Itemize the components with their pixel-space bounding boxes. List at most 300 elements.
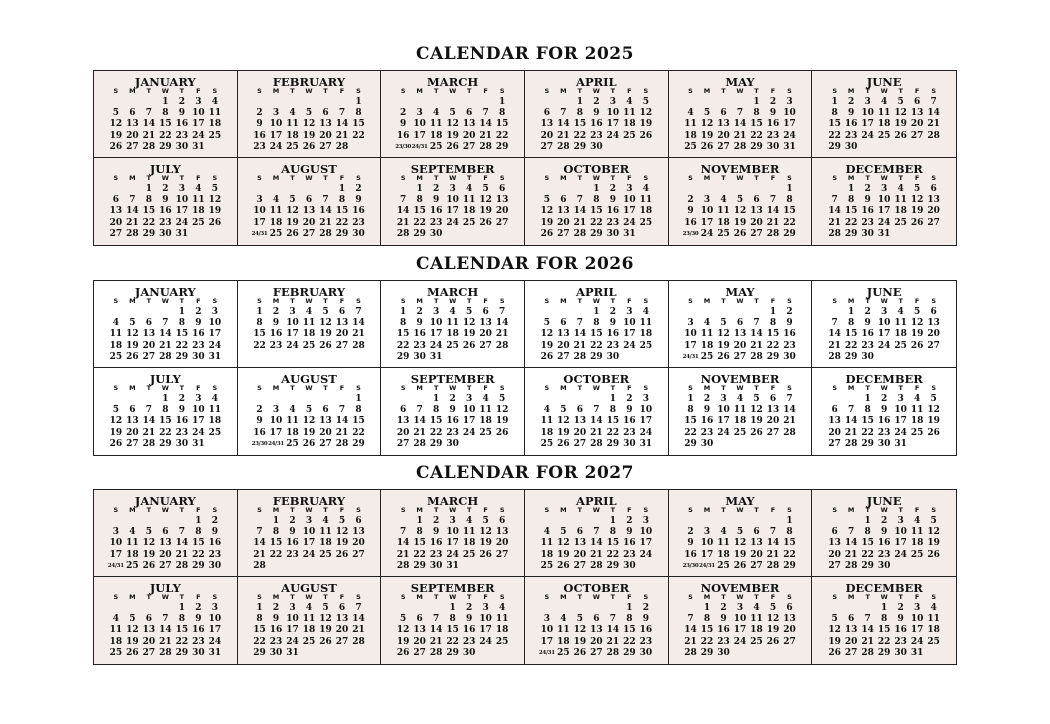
- date-cell: 24: [639, 427, 653, 438]
- date-cell: [174, 516, 191, 527]
- date-cell: [301, 394, 318, 405]
- date-cell: 16: [717, 625, 730, 636]
- date-cell: 29: [750, 141, 763, 152]
- weekday-label: M: [560, 506, 567, 514]
- date-cell: 30: [429, 228, 443, 239]
- weekday-label: T: [323, 297, 328, 305]
- date-cell: [284, 184, 301, 195]
- month-name: APRIL: [576, 494, 617, 508]
- date-cell: 11: [639, 318, 653, 329]
- date-cell: 9: [593, 108, 600, 119]
- date-cell: [876, 352, 893, 363]
- date-cell: 19: [717, 340, 730, 351]
- date-cell: 28: [413, 438, 426, 449]
- date-cell: 21: [927, 119, 940, 130]
- date-cell: 14: [159, 625, 172, 636]
- date-cell: 2: [769, 97, 777, 107]
- date-cell: 6: [499, 516, 506, 526]
- date-cell: 13: [302, 206, 316, 217]
- date-cell: 31: [877, 228, 891, 239]
- date-cell: 12: [540, 206, 554, 217]
- month-september: [381, 368, 525, 455]
- date-cell: 14: [684, 625, 697, 636]
- date-cell: 9: [178, 405, 185, 416]
- date-cell: 10: [684, 329, 697, 340]
- date-cell: [494, 229, 511, 240]
- weekday-header: [381, 88, 524, 95]
- weekday-label: T: [433, 297, 439, 305]
- date-cell: 28: [573, 228, 587, 239]
- date-cell: 1: [786, 516, 793, 526]
- date-cell: 9: [848, 108, 855, 119]
- date-cell: 10: [462, 405, 476, 416]
- date-cell: 21: [253, 549, 266, 560]
- date-cell: 12: [750, 405, 763, 416]
- date-cell: 3: [881, 307, 888, 317]
- date-cell: 2: [609, 307, 616, 317]
- date-cell: 12: [927, 405, 940, 416]
- date-cell: 3: [289, 603, 296, 613]
- date-cell: 4: [112, 614, 119, 625]
- date-cell: 7: [560, 108, 567, 119]
- date-cell: [494, 352, 511, 363]
- weekday-label: W: [880, 297, 888, 305]
- date-cell: [621, 352, 638, 363]
- weekday-label: M: [703, 87, 711, 95]
- date-cell: 24/31: [699, 562, 715, 569]
- date-cell: 4: [289, 108, 296, 119]
- date-cell: 21: [844, 549, 858, 560]
- weekday-label: F: [770, 593, 776, 601]
- month-grid: [93, 280, 957, 456]
- weekday-header: [94, 175, 237, 182]
- date-cell: 16: [766, 119, 780, 130]
- date-cell: 18: [302, 625, 316, 636]
- date-cell: 14: [142, 119, 156, 130]
- date-cell: 5: [543, 195, 550, 206]
- weekday-label: T: [146, 174, 152, 182]
- date-cell: 13: [396, 416, 410, 427]
- date-cell: 17: [733, 625, 747, 636]
- date-cell: 24/31: [411, 143, 428, 150]
- date-cell: 17: [877, 329, 891, 340]
- date-cell: [251, 184, 268, 195]
- weekday-label: S: [257, 87, 262, 95]
- date-cell: 22: [783, 549, 796, 560]
- date-cell: 27: [462, 141, 476, 152]
- date-grid: [238, 394, 381, 450]
- date-cell: 4: [703, 318, 711, 329]
- date-cell: 27: [335, 636, 349, 647]
- date-cell: 9: [400, 119, 407, 130]
- date-cell: [682, 603, 699, 614]
- date-cell: 9: [272, 614, 280, 625]
- date-cell: 15: [269, 538, 283, 549]
- weekday-label: M: [416, 593, 423, 601]
- date-cell: 8: [272, 527, 280, 538]
- weekday-label: T: [610, 506, 616, 514]
- date-cell: 14: [352, 614, 365, 625]
- date-cell: 2: [593, 97, 600, 107]
- date-cell: 14: [429, 625, 443, 636]
- date-cell: 13: [142, 625, 156, 636]
- date-cell: 5: [112, 405, 119, 416]
- weekday-label: T: [179, 174, 185, 182]
- date-cell: 23: [623, 427, 636, 438]
- date-cell: 4: [195, 184, 202, 194]
- date-cell: 11: [269, 206, 283, 217]
- date-cell: 15: [159, 119, 172, 130]
- month-february: [238, 71, 382, 158]
- date-cell: [638, 229, 655, 240]
- date-cell: 15: [253, 625, 266, 636]
- weekday-label: F: [627, 174, 632, 182]
- date-cell: [251, 97, 268, 108]
- date-cell: 6: [769, 394, 777, 404]
- weekday-label: M: [416, 297, 423, 305]
- weekday-label: M: [416, 174, 423, 182]
- date-cell: 20: [352, 538, 365, 549]
- date-cell: 30: [462, 647, 476, 658]
- date-cell: 25: [462, 549, 476, 560]
- date-cell: 1: [593, 307, 600, 317]
- date-cell: 21: [352, 625, 365, 636]
- date-cell: 7: [736, 108, 744, 119]
- month-december: [812, 368, 956, 455]
- date-cell: [539, 97, 556, 108]
- month-january: [94, 71, 238, 158]
- date-cell: 3: [626, 307, 633, 317]
- date-cell: 14: [573, 206, 587, 217]
- month-june: [812, 71, 956, 158]
- date-cell: 28: [766, 228, 780, 239]
- date-cell: 20: [462, 130, 476, 141]
- month-name: APRIL: [576, 285, 617, 299]
- date-cell: 9: [162, 195, 169, 206]
- weekday-label: T: [898, 87, 903, 95]
- date-cell: 2: [195, 307, 202, 317]
- date-cell: 6: [145, 318, 152, 329]
- date-cell: [444, 352, 461, 363]
- date-cell: 10: [639, 527, 653, 538]
- weekday-label: T: [290, 174, 295, 182]
- date-cell: 24/31: [682, 353, 699, 360]
- date-cell: 1: [272, 516, 280, 526]
- date-cell: 4: [687, 108, 694, 119]
- date-cell: 22: [606, 549, 620, 560]
- date-cell: [682, 97, 699, 108]
- date-cell: 4: [289, 405, 296, 416]
- date-cell: 23: [717, 636, 730, 647]
- date-cell: 31: [894, 438, 907, 449]
- date-cell: 1: [848, 307, 855, 317]
- date-grid: [381, 97, 524, 153]
- date-cell: 5: [466, 307, 473, 317]
- date-cell: 27: [396, 438, 410, 449]
- date-cell: 23: [286, 549, 299, 560]
- month-grid: [93, 70, 957, 246]
- date-cell: 20: [927, 206, 940, 217]
- date-cell: 18: [192, 206, 205, 217]
- weekday-label: S: [688, 506, 693, 514]
- month-name: SEPTEMBER: [410, 581, 495, 595]
- weekday-label: T: [466, 384, 472, 392]
- weekday-label: M: [847, 593, 855, 601]
- date-cell: 9: [195, 614, 202, 625]
- date-cell: 28: [159, 647, 172, 658]
- weekday-header: [94, 385, 237, 392]
- weekday-label: M: [416, 384, 423, 392]
- date-cell: 17: [269, 130, 283, 141]
- weekday-label: T: [721, 174, 726, 182]
- date-cell: 21: [828, 217, 841, 228]
- weekday-label: W: [592, 297, 600, 305]
- date-cell: 28: [844, 560, 858, 571]
- date-cell: 1: [609, 394, 616, 404]
- date-cell: 27: [126, 438, 139, 449]
- date-cell: 18: [927, 625, 940, 636]
- date-cell: [925, 142, 942, 153]
- date-cell: 5: [129, 318, 136, 329]
- date-cell: 11: [684, 119, 697, 130]
- date-cell: 7: [145, 108, 152, 119]
- date-cell: 8: [687, 405, 694, 416]
- weekday-header: [238, 507, 381, 514]
- date-cell: [555, 603, 572, 614]
- weekday-label: W: [449, 506, 457, 514]
- date-cell: 5: [897, 97, 904, 107]
- date-cell: 7: [338, 405, 346, 416]
- date-cell: [909, 352, 926, 363]
- date-cell: 17: [894, 416, 907, 427]
- date-cell: [334, 561, 351, 572]
- date-cell: 7: [848, 405, 855, 416]
- date-cell: 4: [482, 394, 489, 404]
- date-cell: 16: [861, 206, 874, 217]
- date-cell: 17: [910, 625, 924, 636]
- date-cell: 10: [623, 195, 636, 206]
- date-cell: 21: [573, 340, 587, 351]
- date-cell: 14: [335, 119, 349, 130]
- date-cell: 4: [930, 603, 937, 613]
- date-cell: 15: [844, 329, 858, 340]
- date-cell: 5: [305, 108, 313, 119]
- weekday-label: T: [898, 297, 903, 305]
- date-cell: 12: [927, 527, 940, 538]
- date-cell: 6: [914, 97, 921, 107]
- date-cell: 5: [560, 527, 567, 538]
- date-cell: 6: [129, 108, 136, 119]
- date-cell: 17: [109, 549, 123, 560]
- date-cell: 14: [352, 318, 365, 329]
- date-cell: 25: [910, 549, 924, 560]
- date-cell: 10: [446, 195, 459, 206]
- date-cell: 24: [208, 340, 222, 351]
- date-cell: 24: [302, 549, 316, 560]
- date-grid: [812, 603, 956, 659]
- date-cell: [572, 307, 589, 318]
- date-cell: [892, 229, 909, 240]
- date-cell: 31: [192, 438, 205, 449]
- date-cell: 14: [927, 108, 940, 119]
- date-cell: 10: [700, 538, 714, 549]
- date-cell: 30: [590, 141, 603, 152]
- date-cell: 12: [142, 538, 156, 549]
- date-cell: [428, 603, 445, 614]
- date-cell: [444, 229, 461, 240]
- date-cell: [781, 648, 798, 659]
- date-cell: 9: [289, 527, 296, 538]
- date-cell: [765, 439, 782, 450]
- date-cell: 13: [462, 119, 476, 130]
- date-cell: 28: [396, 560, 410, 571]
- date-cell: [638, 142, 655, 153]
- date-cell: [395, 516, 412, 527]
- date-cell: [124, 307, 141, 318]
- date-cell: 8: [831, 108, 838, 119]
- date-cell: 20: [126, 130, 139, 141]
- weekday-label: T: [323, 384, 328, 392]
- weekday-label: S: [212, 506, 218, 514]
- date-grid: [669, 516, 812, 572]
- weekday-label: T: [577, 174, 583, 182]
- weekday-label: T: [323, 506, 328, 514]
- date-grid: [381, 394, 524, 450]
- date-cell: 11: [208, 108, 222, 119]
- weekday-header: [812, 385, 956, 392]
- date-cell: 18: [877, 119, 891, 130]
- date-cell: 17: [269, 427, 283, 438]
- weekday-label: T: [323, 593, 328, 601]
- date-cell: 17: [286, 625, 299, 636]
- date-cell: 14: [479, 119, 492, 130]
- weekday-label: S: [257, 506, 262, 514]
- weekday-label: M: [847, 297, 855, 305]
- date-cell: 12: [828, 625, 841, 636]
- date-grid: [812, 184, 956, 240]
- date-cell: 2: [272, 603, 280, 613]
- date-cell: 5: [322, 603, 329, 613]
- date-cell: 16: [606, 329, 620, 340]
- date-cell: 4: [642, 184, 649, 194]
- date-cell: 13: [479, 318, 492, 329]
- weekday-label: S: [832, 174, 837, 182]
- date-cell: [892, 142, 909, 153]
- date-cell: 4: [543, 405, 550, 416]
- date-cell: 10: [877, 318, 891, 329]
- weekday-label: S: [832, 87, 837, 95]
- date-cell: 5: [145, 527, 152, 538]
- date-cell: 19: [479, 538, 492, 549]
- date-cell: 13: [319, 119, 332, 130]
- date-cell: 3: [914, 603, 921, 613]
- date-cell: 6: [560, 318, 567, 329]
- weekday-header: [238, 594, 381, 601]
- month-grid: [93, 489, 957, 665]
- date-cell: 29: [429, 438, 443, 449]
- date-cell: 14: [783, 405, 796, 416]
- date-cell: 3: [449, 516, 456, 526]
- date-cell: 19: [302, 427, 316, 438]
- date-cell: 22: [175, 636, 189, 647]
- weekday-label: W: [161, 593, 169, 601]
- date-cell: 16: [894, 625, 907, 636]
- date-cell: 12: [894, 108, 907, 119]
- weekday-label: S: [643, 87, 649, 95]
- weekday-label: F: [627, 384, 632, 392]
- date-cell: [539, 184, 556, 195]
- date-cell: 10: [639, 405, 653, 416]
- date-cell: 16: [286, 538, 299, 549]
- date-cell: 2: [642, 603, 649, 613]
- date-cell: 26: [573, 647, 587, 658]
- date-cell: [572, 603, 589, 614]
- month-may: [669, 281, 813, 368]
- date-cell: 10: [253, 206, 266, 217]
- weekday-label: T: [290, 297, 295, 305]
- date-cell: 27: [783, 636, 796, 647]
- date-cell: 22: [253, 340, 266, 351]
- weekday-label: F: [483, 593, 488, 601]
- date-cell: 1: [416, 516, 423, 526]
- date-cell: 23: [192, 340, 205, 351]
- date-cell: 25: [446, 340, 459, 351]
- date-cell: [141, 516, 158, 527]
- date-cell: [682, 516, 699, 527]
- date-cell: 20: [557, 340, 570, 351]
- date-cell: [411, 603, 428, 614]
- date-cell: 14: [766, 538, 780, 549]
- date-cell: 20: [573, 427, 587, 438]
- date-cell: 16: [175, 119, 189, 130]
- date-cell: 22: [192, 549, 205, 560]
- date-cell: 19: [540, 217, 554, 228]
- date-cell: 24: [894, 549, 907, 560]
- date-cell: [925, 352, 942, 363]
- weekday-label: T: [577, 593, 583, 601]
- weekday-header: [381, 507, 524, 514]
- weekday-label: F: [914, 174, 920, 182]
- date-cell: 21: [159, 636, 172, 647]
- weekday-label: T: [754, 297, 759, 305]
- date-cell: [317, 648, 334, 659]
- date-cell: [284, 97, 301, 108]
- date-cell: 16: [159, 206, 172, 217]
- date-cell: 17: [429, 329, 443, 340]
- date-cell: 3: [626, 184, 633, 194]
- date-cell: 4: [543, 527, 550, 538]
- month-name: NOVEMBER: [700, 162, 780, 176]
- weekday-header: [669, 507, 812, 514]
- date-cell: [572, 184, 589, 195]
- date-cell: [411, 394, 428, 405]
- date-cell: 18: [208, 119, 222, 130]
- date-cell: 18: [319, 538, 332, 549]
- date-cell: 23: [590, 130, 603, 141]
- month-name: APRIL: [576, 75, 617, 89]
- date-cell: 16: [192, 625, 205, 636]
- date-cell: 1: [769, 307, 777, 317]
- date-cell: 30: [861, 351, 874, 362]
- date-cell: [461, 229, 478, 240]
- date-cell: 26: [109, 141, 123, 152]
- month-december: [812, 577, 956, 664]
- month-name: MARCH: [427, 494, 479, 508]
- date-cell: 12: [319, 318, 332, 329]
- date-cell: 23: [159, 217, 172, 228]
- weekday-label: T: [865, 593, 870, 601]
- date-cell: 26: [319, 636, 332, 647]
